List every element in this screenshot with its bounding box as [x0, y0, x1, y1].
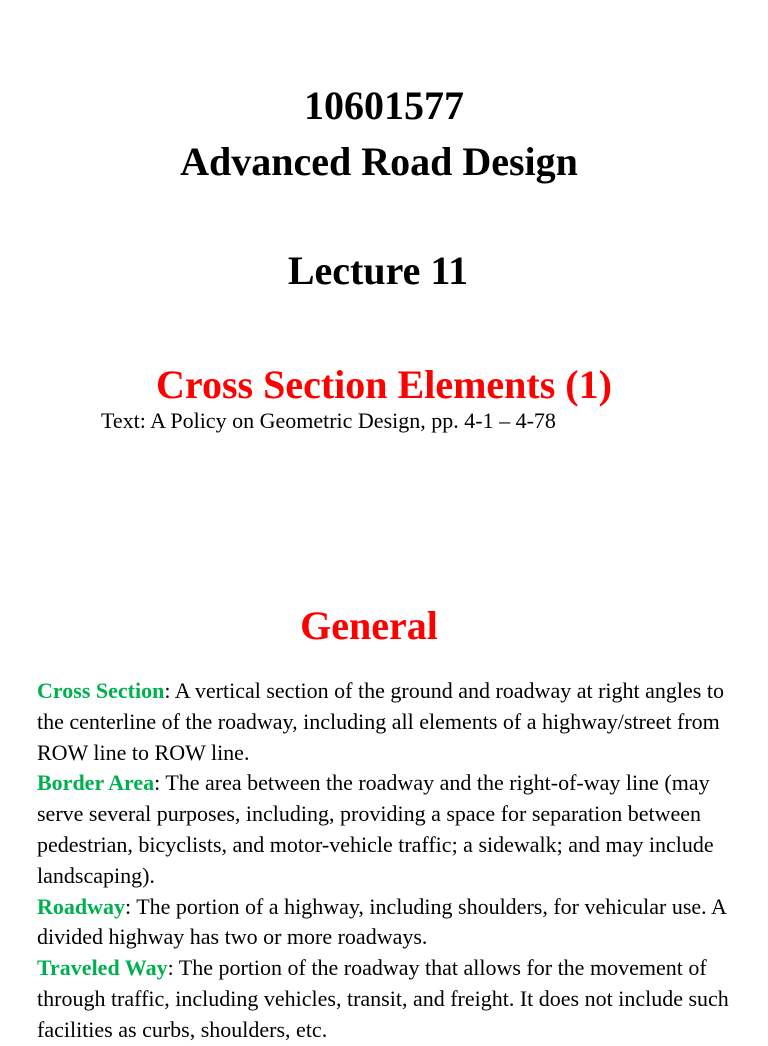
definition-roadway	[37, 892, 737, 954]
definition-text: : The portion of a highway, including shoulders, for vehicular use. A divided highway has two or more roadways.	[37, 893, 726, 950]
definition-text: : A vertical section of the ground and roadway at right angles to the centerline of the roadway, including all elements of a highway/street from ROW line to ROW line.	[37, 678, 724, 765]
course-name: Advanced Road Design	[180, 139, 578, 184]
definition-traveled-way	[37, 953, 737, 1045]
definition-term: Cross Section	[37, 678, 165, 703]
reference-text: Text: A Policy on Geometric Design, pp. 4-1 – 4-78	[101, 408, 556, 433]
course-code: 10601577	[304, 83, 464, 128]
course-title-block	[0, 78, 768, 190]
lecture-topic: Cross Section Elements (1)	[156, 362, 612, 407]
definition-term: Roadway	[37, 893, 126, 919]
lecture-number: Lecture 11	[287, 248, 469, 293]
definition-term: Traveled Way	[37, 955, 168, 981]
general-slide	[0, 560, 768, 1042]
definition-term: Border Area	[37, 770, 155, 796]
definitions-list	[37, 676, 737, 1046]
section-heading: General	[300, 603, 438, 648]
definition-text: : The portion of the roadway that allows for the movement of through traffic, including vehicles, transit, and freight. It does not include such facilities as curbs, shoulders, etc.	[37, 955, 729, 1042]
definition-border-area	[37, 768, 737, 891]
definition-text: : The area between the roadway and the right-of-way line (may serve several purposes, including, providing a space for separation between pedestrian, bicyclists, and motor-vehicle traffic; a sidewalk; and may include landscaping).	[37, 770, 714, 888]
definition-cross-section	[37, 676, 737, 768]
